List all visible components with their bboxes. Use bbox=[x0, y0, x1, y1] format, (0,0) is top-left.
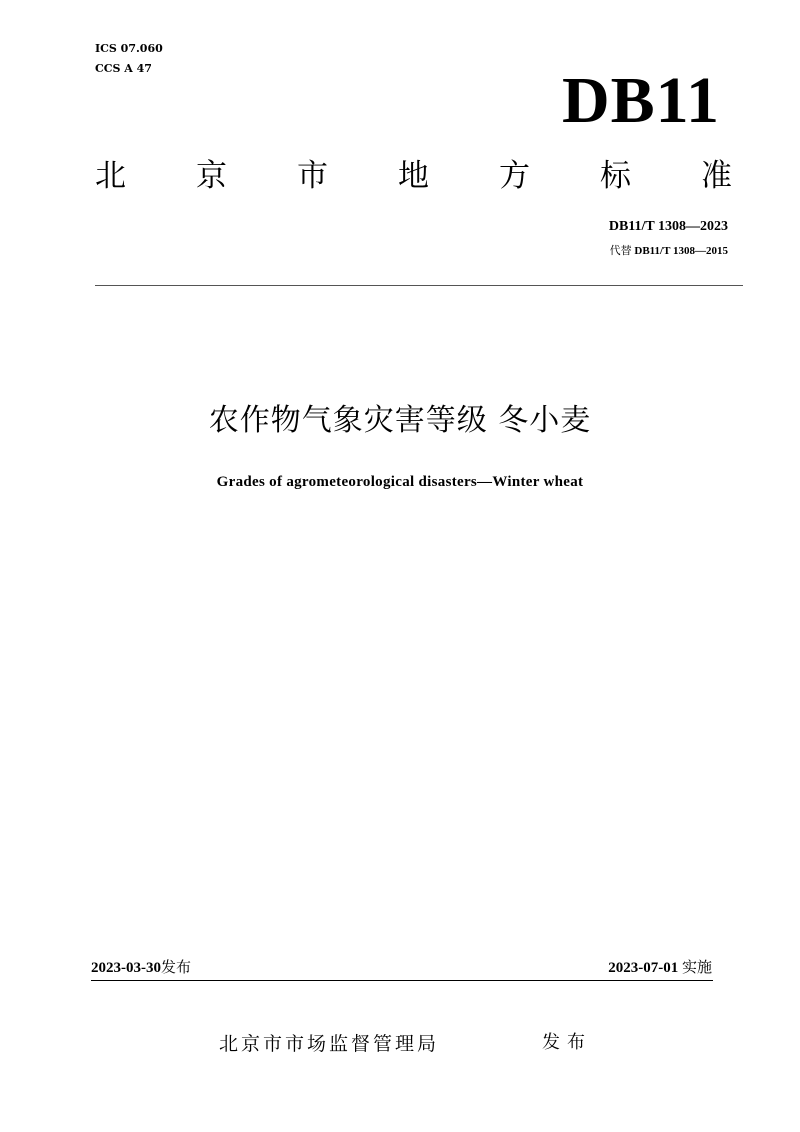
standard-type-char: 京 bbox=[196, 158, 227, 194]
standard-type-char: 市 bbox=[297, 158, 328, 194]
title-chinese: 农作物气象灾害等级 冬小麦 bbox=[208, 403, 592, 438]
publisher-name: 北京市市场监督管理局 bbox=[219, 1033, 440, 1055]
standard-type-char: 标 bbox=[600, 158, 631, 194]
issue-date: 2023-03-30 bbox=[91, 960, 161, 976]
replaces-label: 代替 bbox=[609, 244, 632, 257]
standard-type-char: 北 bbox=[95, 158, 126, 194]
standard-type-char: 准 bbox=[701, 158, 732, 194]
standard-type-heading bbox=[95, 158, 732, 194]
ics-code: ICS 07.060 bbox=[95, 42, 163, 55]
implement-date: 2023-07-01 bbox=[608, 960, 679, 976]
implement-date-line bbox=[608, 957, 712, 978]
implement-label: 实施 bbox=[681, 958, 712, 976]
title-english: Grades of agrometeorological disasters—Winter wheat bbox=[216, 474, 584, 490]
replaces-number: DB11/T 1308—2015 bbox=[634, 245, 728, 257]
header-divider bbox=[95, 285, 743, 286]
issue-date-line bbox=[91, 957, 191, 978]
ccs-code: CCS A 47 bbox=[95, 62, 152, 75]
issue-label: 发布 bbox=[161, 958, 192, 976]
standard-code-logo: DB11 bbox=[561, 64, 720, 137]
footer-divider bbox=[91, 980, 713, 981]
standard-type-char: 方 bbox=[499, 158, 530, 194]
publish-label: 发布 bbox=[542, 1032, 592, 1053]
standard-number: DB11/T 1308—2023 bbox=[608, 219, 728, 234]
replaces-line bbox=[610, 244, 728, 258]
standard-type-char: 地 bbox=[398, 158, 429, 194]
